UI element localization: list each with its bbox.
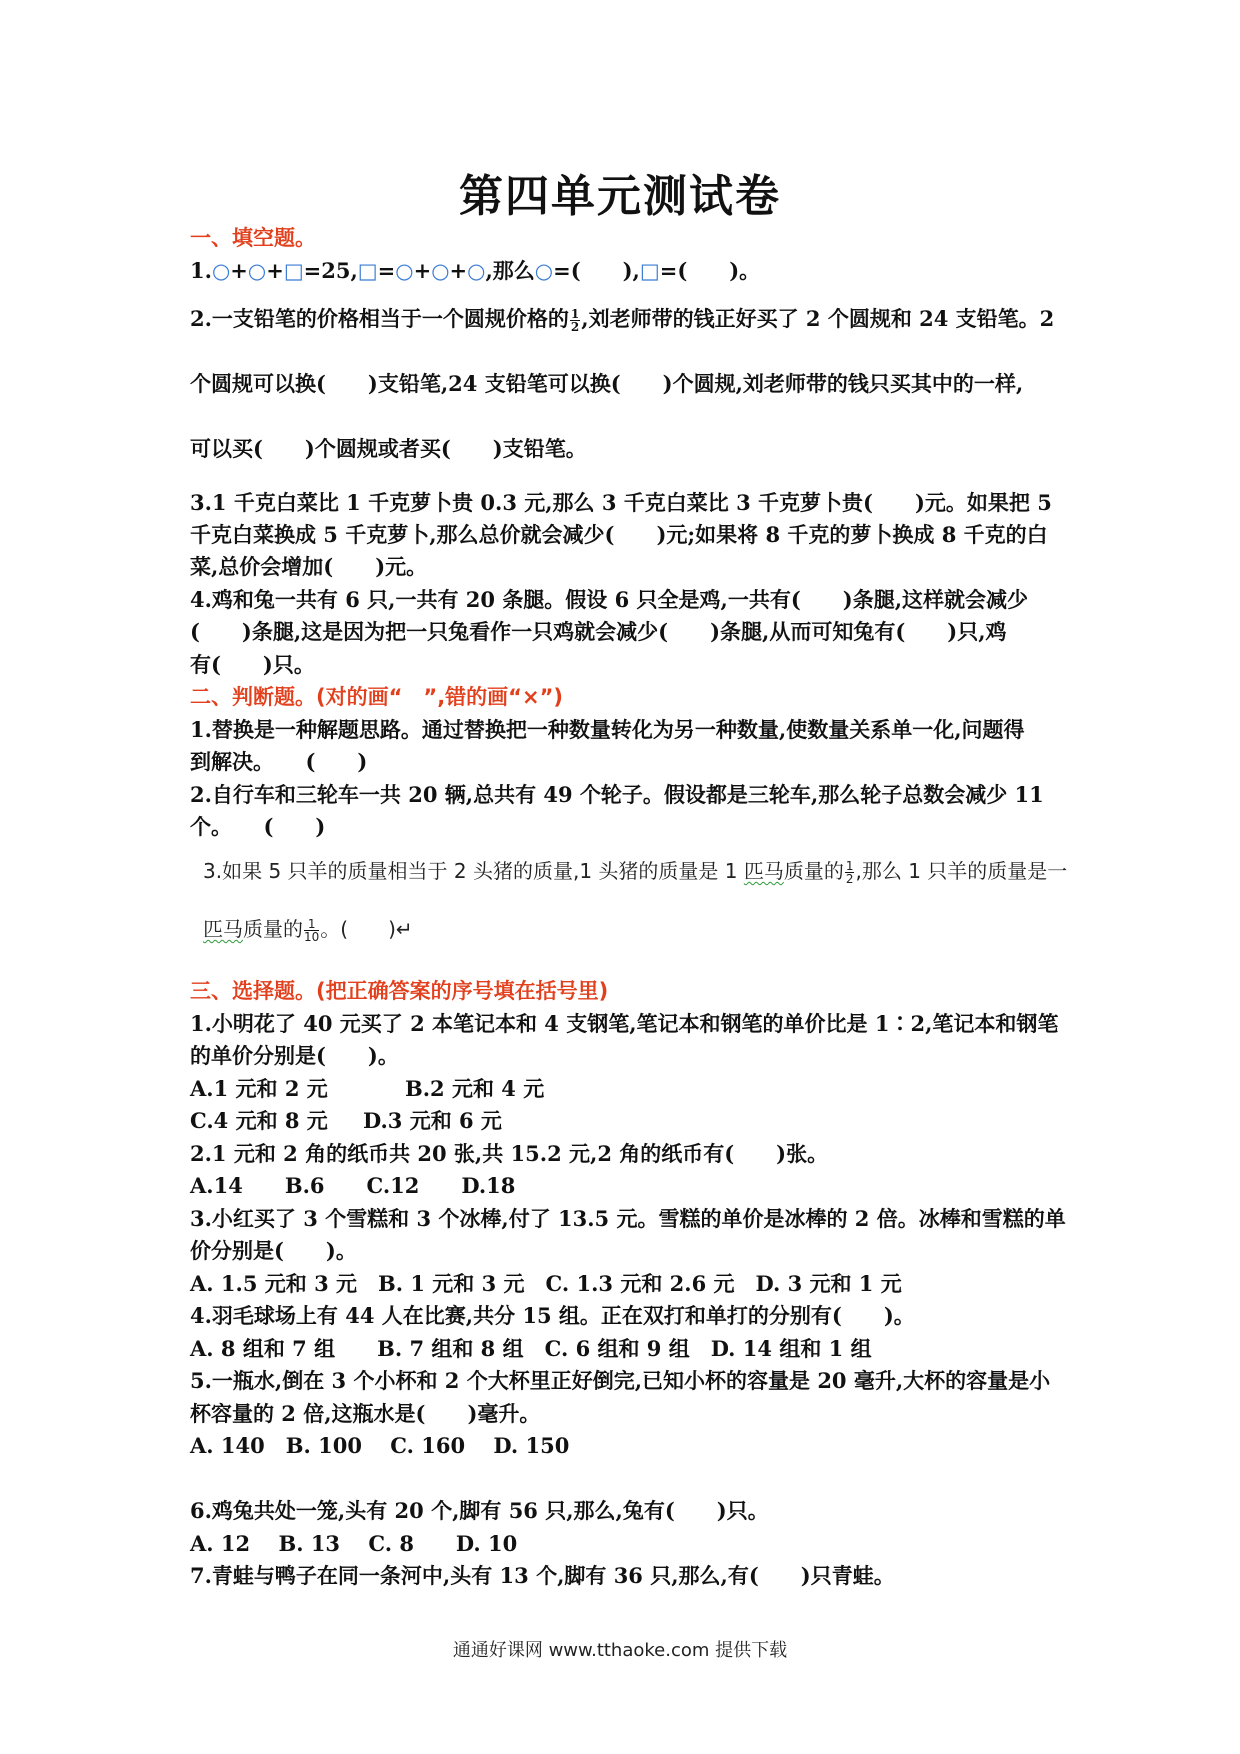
circle-icon: ○ <box>467 258 486 283</box>
question-3-5-line2: 杯容量的 2 倍,这瓶水是( )毫升。 <box>190 1401 541 1426</box>
option-b: B.2 元和 4 元 <box>405 1076 545 1101</box>
question-2-1-line2: 到解决。 ( ) <box>190 749 368 774</box>
text-fragment: 2.一支铅笔的价格相当于一个圆规价格的 <box>190 306 569 331</box>
question-3-2-options: A.14 B.6 C.12 D.18 <box>190 1173 516 1198</box>
fraction <box>570 308 580 333</box>
question-1-3-line3: 菜,总价会增加( )元。 <box>190 554 428 579</box>
text-fragment: 匹马 <box>743 859 784 883</box>
question-3-4-line1: 4.羽毛球场上有 44 人在比赛,共分 15 组。正在双打和单打的分别有( )。 <box>190 1303 915 1328</box>
section-1-heading: 一、填空题。 <box>190 226 316 250</box>
circle-icon: ○ <box>211 258 231 283</box>
section-3-heading: 三、选择题。(把正确答案的序号填在括号里) <box>190 979 609 1003</box>
question-3-3-options: A. 1.5 元和 3 元 B. 1 元和 3 元 C. 1.3 元和 2.6 元 D. 3 元和 1 元 <box>190 1271 902 1296</box>
question-3-2-line1: 2.1 元和 2 角的纸币共 20 张,共 15.2 元,2 角的纸币有( )张。 <box>190 1141 829 1166</box>
text-fragment: ,那么 1 只羊的质量是一 <box>855 859 1068 883</box>
question-3-1-line1: 1.小明花了 40 元买了 2 本笔记本和 4 支钢笔,笔记本和钢笔的单价比是 1∶2,笔记本和钢笔 <box>190 1011 1059 1036</box>
denominator: 2 <box>570 320 580 334</box>
denominator: 2 <box>845 872 854 886</box>
question-3-4-options: A. 8 组和 7 组 B. 7 组和 8 组 C. 6 组和 9 组 D. 14 组和 1 组 <box>190 1336 872 1361</box>
question-1-2-line3: 可以买( )个圆规或者买( )支铅笔。 <box>190 436 587 461</box>
text-fragment: ,那么 <box>485 258 535 283</box>
question-1-1 <box>190 255 760 285</box>
fraction <box>845 860 855 885</box>
text-fragment: + <box>266 258 284 283</box>
option-a: A.1 元和 2 元 <box>190 1076 328 1101</box>
question-1-3-line1: 3.1 千克白菜比 1 千克萝卜贵 0.3 元,那么 3 千克白菜比 3 千克萝卜贵( )元。如果把 5 <box>190 490 1052 515</box>
numerator: 1 <box>570 307 580 321</box>
numerator: 1 <box>845 859 854 873</box>
text-fragment: ,刘老师带的钱正好买了 2 个圆规和 24 支铅笔。2 <box>581 306 1055 331</box>
denominator: 10 <box>304 930 320 944</box>
circle-icon: ○ <box>247 258 267 283</box>
question-3-6-line1: 6.鸡兔共处一笼,头有 20 个,脚有 56 只,那么,兔有( )只。 <box>190 1498 769 1523</box>
text-fragment: 质量的 <box>243 917 303 941</box>
question-3-3-line1: 3.小红买了 3 个雪糕和 3 个冰棒,付了 13.5 元。雪糕的单价是冰棒的 2 倍。冰棒和雪糕的单 <box>190 1206 1066 1231</box>
fraction <box>304 918 319 943</box>
question-2-3-line1 <box>203 855 1067 885</box>
option-c: C.4 元和 8 元 <box>190 1108 328 1133</box>
section-2-heading: 二、判断题。(对的画“ ”,错的画“×”) <box>190 685 563 709</box>
text-fragment: + <box>449 258 468 283</box>
square-icon: □ <box>639 258 660 283</box>
option-d: D.3 元和 6 元 <box>363 1108 502 1133</box>
q-number: 1. <box>190 258 212 283</box>
question-3-1-line2: 的单价分别是( )。 <box>190 1043 399 1068</box>
question-2-3-line2 <box>203 913 413 943</box>
question-1-2-line2: 个圆规可以换( )支铅笔,24 支铅笔可以换( )个圆规,刘老师带的钱只买其中的一样, <box>190 371 1024 396</box>
text-fragment: = <box>377 258 396 283</box>
text-fragment: 质量的 <box>783 859 844 883</box>
circle-icon: ○ <box>395 258 414 283</box>
circle-icon: ○ <box>534 258 554 283</box>
text-fragment: + <box>230 258 248 283</box>
square-icon: □ <box>357 258 378 283</box>
text-fragment: 。( )↵ <box>320 917 413 941</box>
question-3-7-line1: 7.青蛙与鸭子在同一条河中,头有 13 个,脚有 36 只,那么,有( )只青蛙。 <box>190 1563 895 1588</box>
question-2-2-line2: 个。 ( ) <box>190 814 326 839</box>
question-3-3-line2: 价分别是( )。 <box>190 1238 357 1263</box>
question-1-2-line1 <box>190 303 1054 333</box>
question-1-4-line2: ( )条腿,这是因为把一只兔看作一只鸡就会减少( )条腿,从而可知兔有( )只,鸡 <box>190 619 1007 644</box>
question-1-4-line1: 4.鸡和兔一共有 6 只,一共有 20 条腿。假设 6 只全是鸡,一共有( )条腿,这样就会减少 <box>190 587 1029 612</box>
text-fragment: + <box>413 258 432 283</box>
text-fragment: =25, <box>303 258 358 283</box>
question-3-5-line1: 5.一瓶水,倒在 3 个小杯和 2 个大杯里正好倒完,已知小杯的容量是 20 毫升,大杯的容量是小 <box>190 1368 1051 1393</box>
answer-blank[interactable]: =( ), <box>553 258 640 283</box>
question-2-1-line1: 1.替换是一种解题思路。通过替换把一种数量转化为另一种数量,使数量关系单一化,问题得 <box>190 717 1025 742</box>
page-title: 第四单元测试卷 <box>459 171 781 222</box>
numerator: 1 <box>304 918 319 931</box>
question-2-2-line1: 2.自行车和三轮车一共 20 辆,总共有 49 个轮子。假设都是三轮车,那么轮子总数会减少 11 <box>190 782 1044 807</box>
text-fragment: 3.如果 5 只羊的质量相当于 2 头猪的质量,1 头猪的质量是 1 <box>203 859 744 883</box>
question-1-4-line3: 有( )只。 <box>190 652 315 677</box>
answer-blank[interactable]: =( )。 <box>659 258 761 283</box>
footer-credit: 通通好课网 www.tthaoke.com 提供下载 <box>452 1640 788 1661</box>
circle-icon: ○ <box>431 258 450 283</box>
question-3-5-options: A. 140 B. 100 C. 160 D. 150 <box>190 1433 570 1458</box>
question-3-6-options: A. 12 B. 13 C. 8 D. 10 <box>190 1531 518 1556</box>
text-fragment: 匹马 <box>203 917 243 941</box>
square-icon: □ <box>283 258 304 283</box>
question-1-3-line2: 千克白菜换成 5 千克萝卜,那么总价就会减少( )元;如果将 8 千克的萝卜换成 8 千克的白 <box>190 522 1048 547</box>
